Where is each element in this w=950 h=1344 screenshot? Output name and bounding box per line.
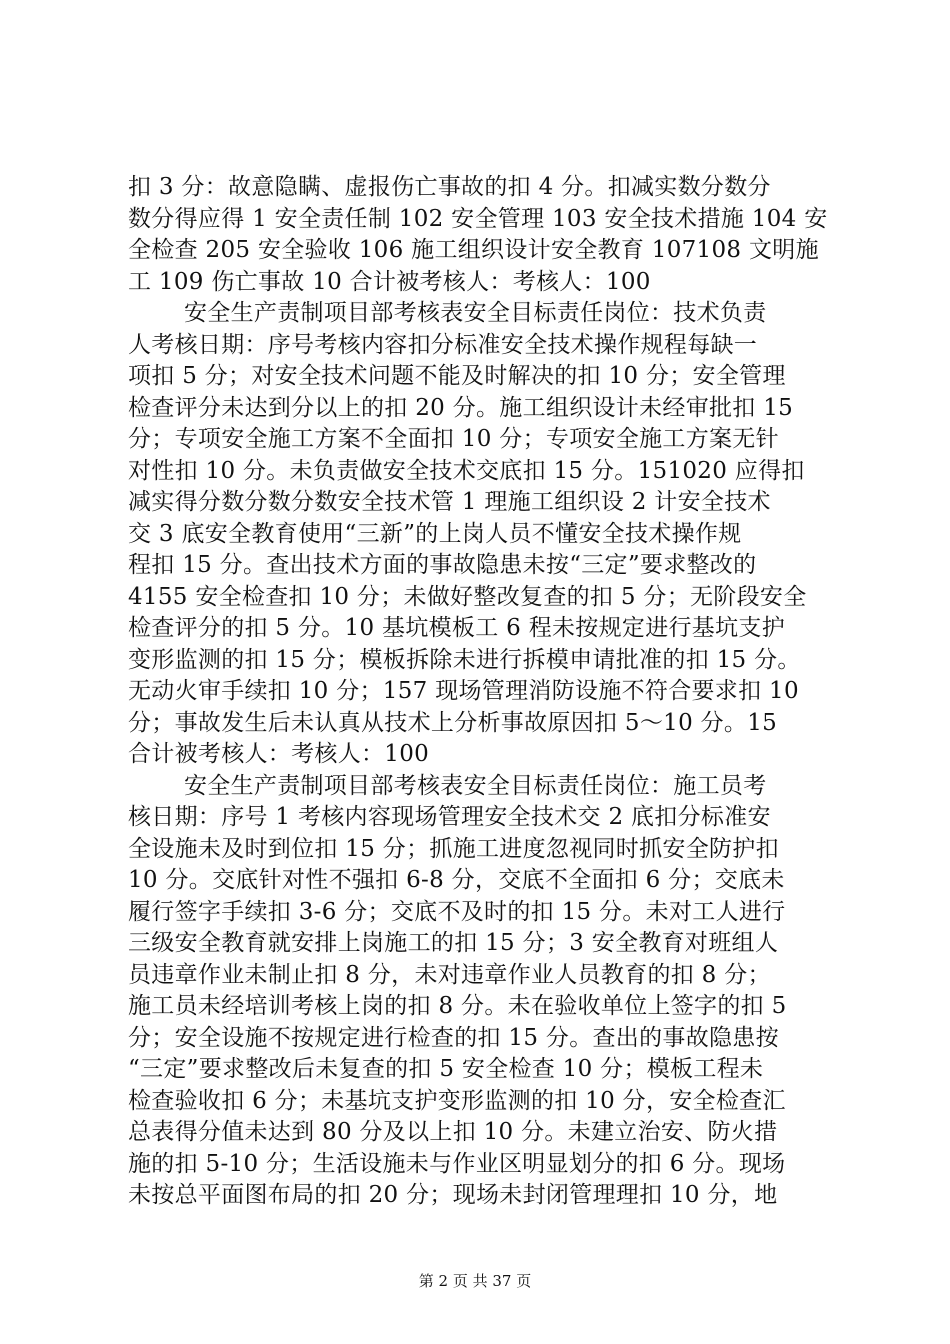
text-line: 三级安全教育就安排上岗施工的扣 15 分；3 安全教育对班组人 <box>128 930 779 956</box>
page-footer: 第 2 页 共 37 页 <box>418 1272 532 1290</box>
text-line: 交 3 底安全教育使用“三新”的上岗人员不懂安全技术操作规 <box>128 520 742 547</box>
text-line: 数分得应得 1 安全责任制 102 安全管理 103 安全技术措施 104 安 <box>128 205 828 232</box>
text-line: 4155 安全检查扣 10 分；未做好整改复查的扣 5 分；无阶段安全 <box>128 583 807 610</box>
text-line: “三定”要求整改后未复查的扣 5 安全检查 10 分；模板工程未 <box>128 1056 764 1082</box>
text-line: 工 109 伤亡事故 10 合计被考核人：考核人：100 <box>128 268 651 295</box>
text-line: 人考核日期：序号考核内容扣分标准安全技术操作规程每缺一 <box>128 331 758 358</box>
text-line: 分；安全设施不按规定进行检查的扣 15 分。查出的事故隐患按 <box>128 1024 779 1051</box>
text-line: 安全生产责制项目部考核表安全目标责任岗位：技术负责 <box>184 300 767 326</box>
text-line: 分；专项安全施工方案不全面扣 10 分；专项安全施工方案无针 <box>128 426 779 452</box>
text-line: 检查评分未达到分以上的扣 20 分。施工组织设计未经审批扣 15 <box>128 394 794 421</box>
text-line: 分；事故发生后未认真从技术上分析事故原因扣 5～10 分。15 <box>128 709 778 736</box>
text-line: 未按总平面图布局的扣 20 分；现场未封闭管理理扣 10 分，地 <box>128 1182 778 1208</box>
text-line: 核日期：序号 1 考核内容现场管理安全技术交 2 底扣分标准安 <box>128 804 771 830</box>
text-line: 对性扣 10 分。未负责做安全技术交底扣 15 分。151020 应得扣 <box>128 457 805 484</box>
text-line: 无动火审手续扣 10 分；157 现场管理消防设施不符合要求扣 10 <box>128 678 799 704</box>
text-line: 履行签字手续扣 3-6 分；交底不及时的扣 15 分。未对工人进行 <box>128 898 786 925</box>
text-line: 程扣 15 分。查出技术方面的事故隐患未按“三定”要求整改的 <box>128 552 757 578</box>
document-body <box>128 172 828 1212</box>
text-line: 减实得分数分数分数安全技术管 1 理施工组织设 2 计安全技术 <box>128 489 771 515</box>
text-line: 施工员未经培训考核上岗的扣 8 分。未在验收单位上签字的扣 5 <box>128 993 787 1019</box>
text-line: 检查评分的扣 5 分。10 基坑模板工 6 程未按规定进行基坑支护 <box>128 615 785 641</box>
text-line: 全检查 205 安全验收 106 施工组织设计安全教育 107108 文明施 <box>128 237 819 263</box>
text-line: 施的扣 5-10 分；生活设施未与作业区明显划分的扣 6 分。现场 <box>128 1150 786 1177</box>
text-line: 检查验收扣 6 分；未基坑支护变形监测的扣 10 分，安全检查汇 <box>128 1087 786 1114</box>
text-line: 扣 3 分：故意隐瞒、虚报伤亡事故的扣 4 分。扣减实数分数分 <box>128 174 771 200</box>
text-line: 全设施未及时到位扣 15 分；抓施工进度忽视同时抓安全防护扣 <box>128 835 779 862</box>
text-line: 合计被考核人：考核人：100 <box>128 741 430 767</box>
text-line: 变形监测的扣 15 分；模板拆除未进行拆模申请批准的扣 15 分。 <box>128 646 801 673</box>
text-line: 员违章作业未制止扣 8 分，未对违章作业人员教育的扣 8 分； <box>128 961 771 988</box>
text-line: 项扣 5 分；对安全技术问题不能及时解决的扣 10 分；安全管理 <box>128 363 786 389</box>
text-line: 10 分。交底针对性不强扣 6-8 分，交底不全面扣 6 分；交底未 <box>128 867 785 893</box>
text-line: 总表得分值未达到 80 分及以上扣 10 分。未建立治安、防火措 <box>128 1119 778 1145</box>
text-line: 安全生产责制项目部考核表安全目标责任岗位：施工员考 <box>184 772 767 799</box>
